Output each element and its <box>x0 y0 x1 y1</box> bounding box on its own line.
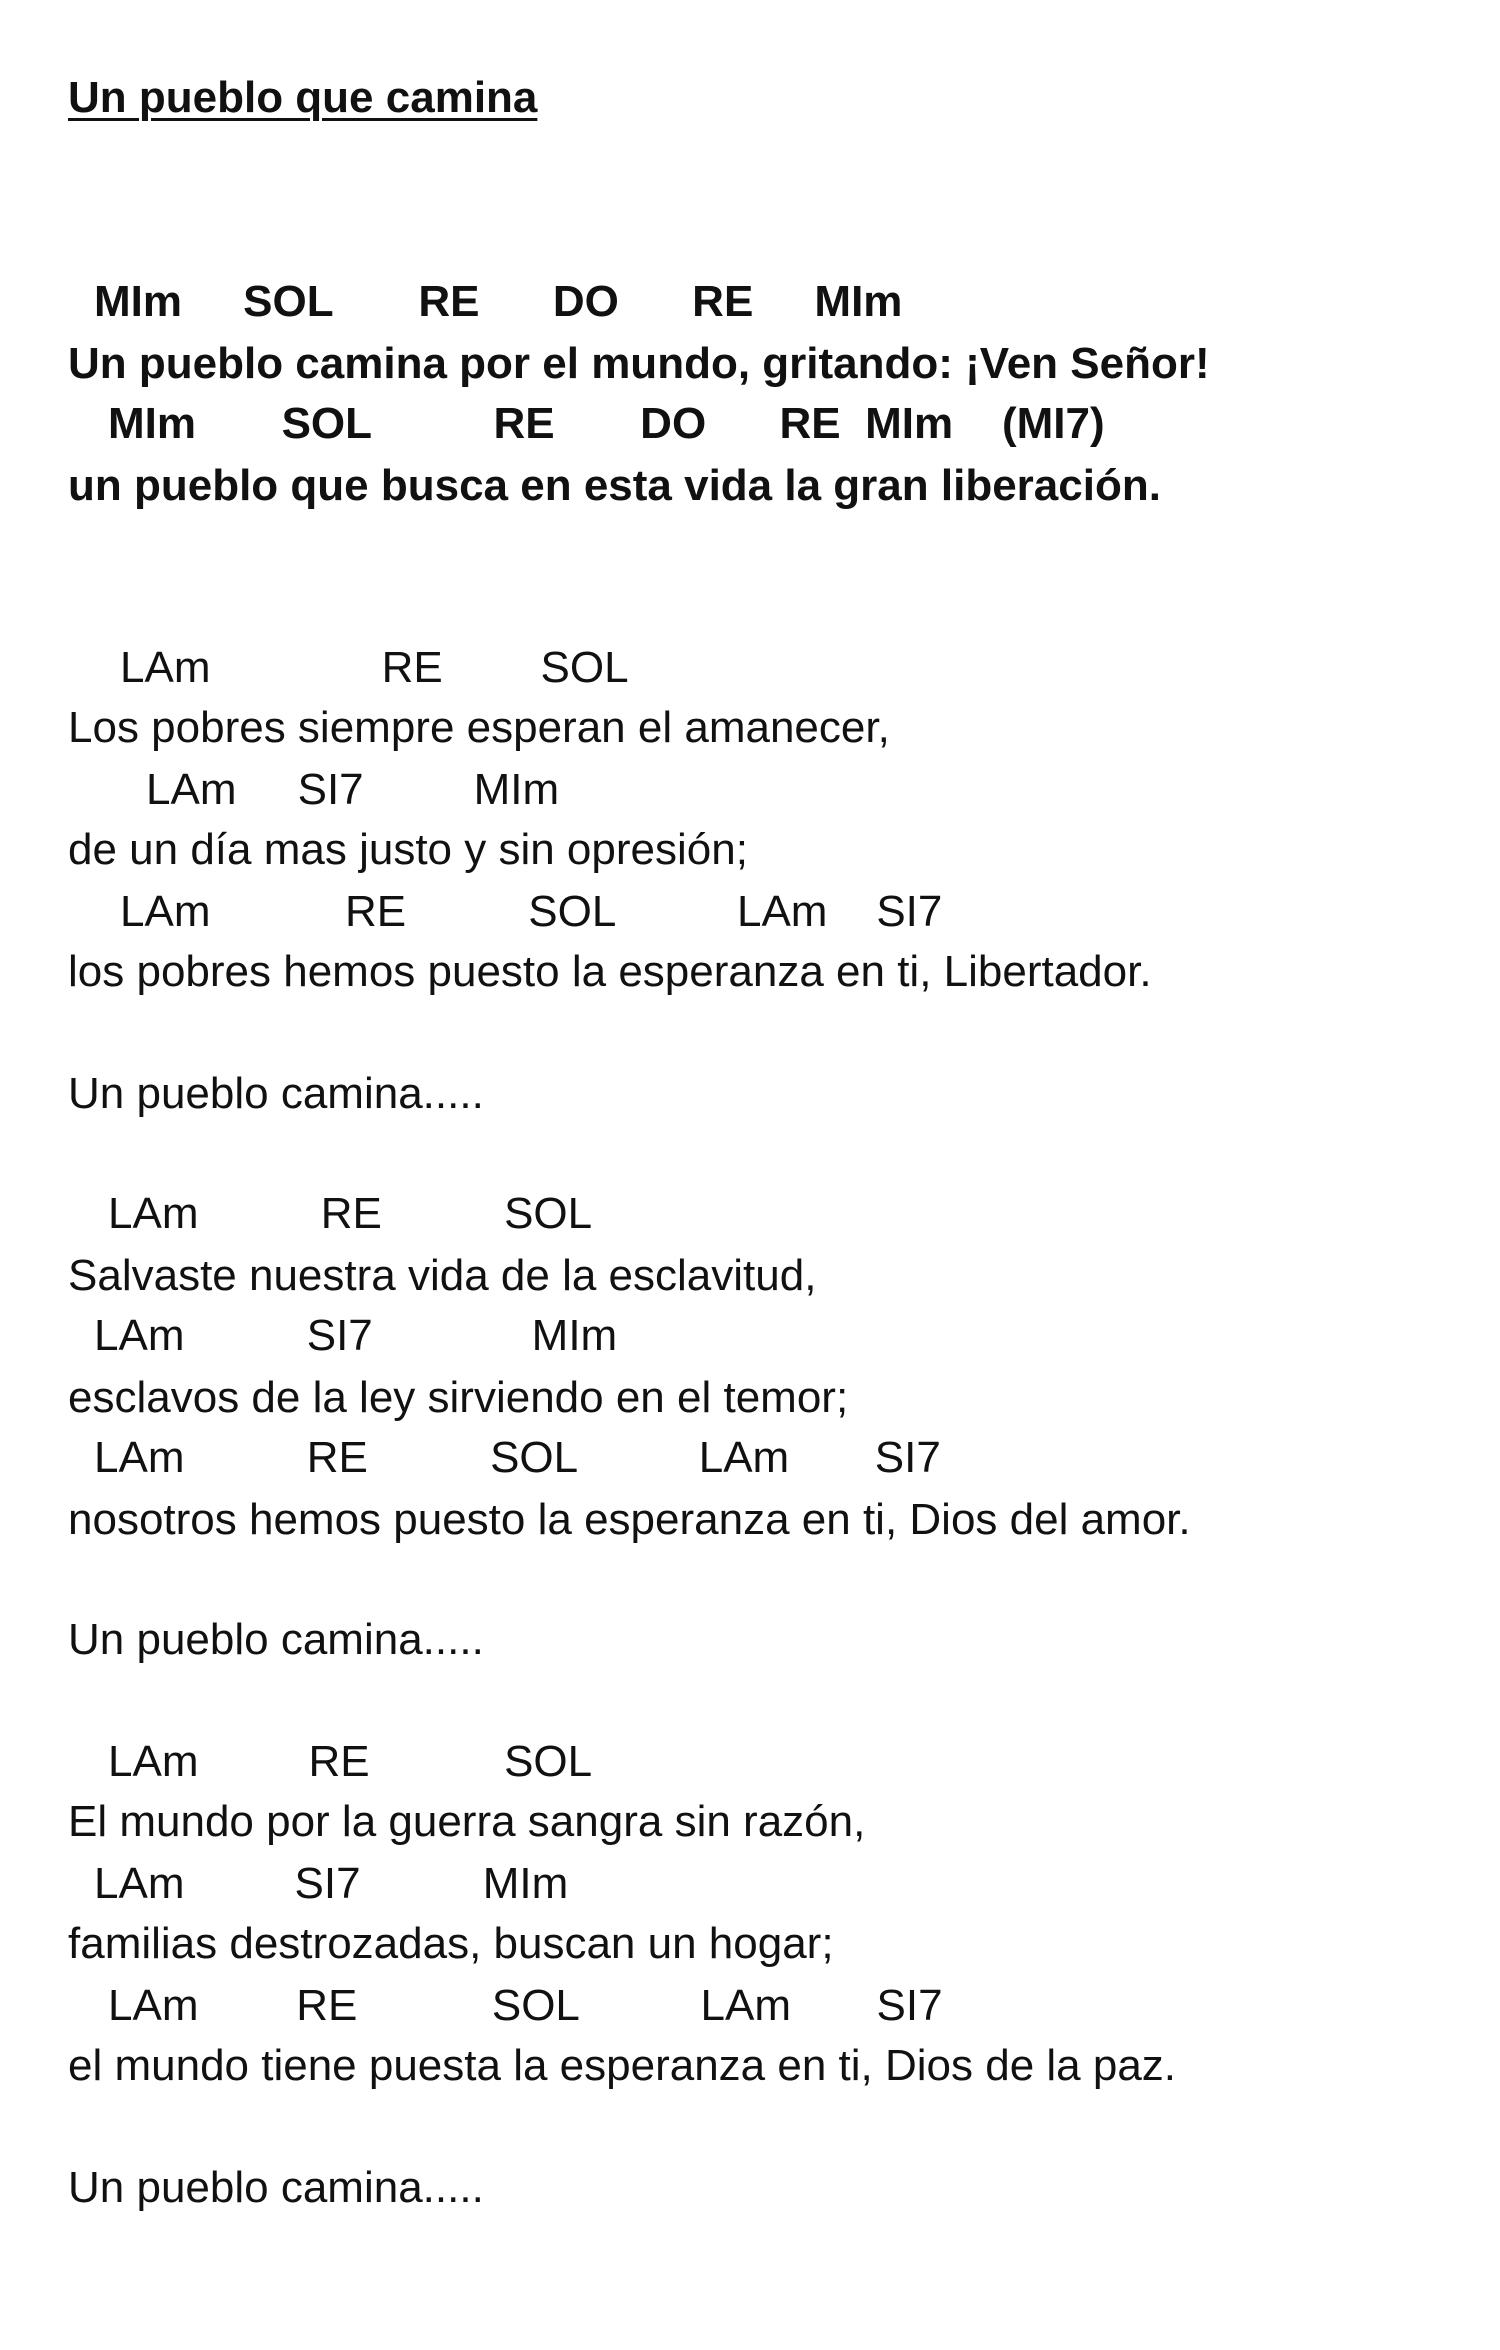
verse-3-refrain: Un pueblo camina..... <box>68 2163 484 2212</box>
verse-1-chords-2: LAm SI7 MIm <box>146 765 560 814</box>
verse-2-chords-3: LAm RE SOL LAm SI7 <box>94 1433 941 1482</box>
song-title: Un pueblo que camina <box>68 73 538 122</box>
verse-1-lyric-1: Los pobres siempre esperan el amanecer, <box>68 703 890 752</box>
verse-2-lyric-1: Salvaste nuestra vida de la esclavitud, <box>68 1251 817 1300</box>
verse-1-lyric-2: de un día mas justo y sin opresión; <box>68 825 748 874</box>
verse-3-chords-1: LAm RE SOL <box>108 1737 593 1786</box>
verse-3-chords-3: LAm RE SOL LAm SI7 <box>108 1981 943 2030</box>
verse-1-chords-1: LAm RE SOL <box>120 643 629 692</box>
verse-3-lyric-2: familias destrozadas, buscan un hogar; <box>68 1919 834 1968</box>
verse-2-chords-1: LAm RE SOL <box>108 1189 593 1238</box>
chorus-lyric-1: Un pueblo camina por el mundo, gritando: ¡Ven Señor! <box>68 339 1210 388</box>
verse-2-lyric-3: nosotros hemos puesto la esperanza en ti, Dios del amor. <box>68 1495 1191 1544</box>
verse-1-chords-3: LAm RE SOL LAm SI7 <box>120 887 943 936</box>
verse-1-refrain: Un pueblo camina..... <box>68 1069 484 1118</box>
verse-3-chords-2: LAm SI7 MIm <box>94 1859 569 1908</box>
chorus-chords-1: MIm SOL RE DO RE MIm <box>94 277 903 326</box>
verse-1-lyric-3: los pobres hemos puesto la esperanza en ti, Libertador. <box>68 947 1152 996</box>
verse-3-lyric-1: El mundo por la guerra sangra sin razón, <box>68 1797 866 1846</box>
chorus-chords-2: MIm SOL RE DO RE MIm (MI7) <box>108 399 1105 448</box>
verse-2-lyric-2: esclavos de la ley sirviendo en el temor; <box>68 1373 849 1422</box>
verse-2-refrain: Un pueblo camina..... <box>68 1615 484 1664</box>
chorus-lyric-2: un pueblo que busca en esta vida la gran liberación. <box>68 461 1161 510</box>
verse-3-lyric-3: el mundo tiene puesta la esperanza en ti, Dios de la paz. <box>68 2041 1177 2090</box>
verse-2-chords-2: LAm SI7 MIm <box>94 1311 618 1360</box>
